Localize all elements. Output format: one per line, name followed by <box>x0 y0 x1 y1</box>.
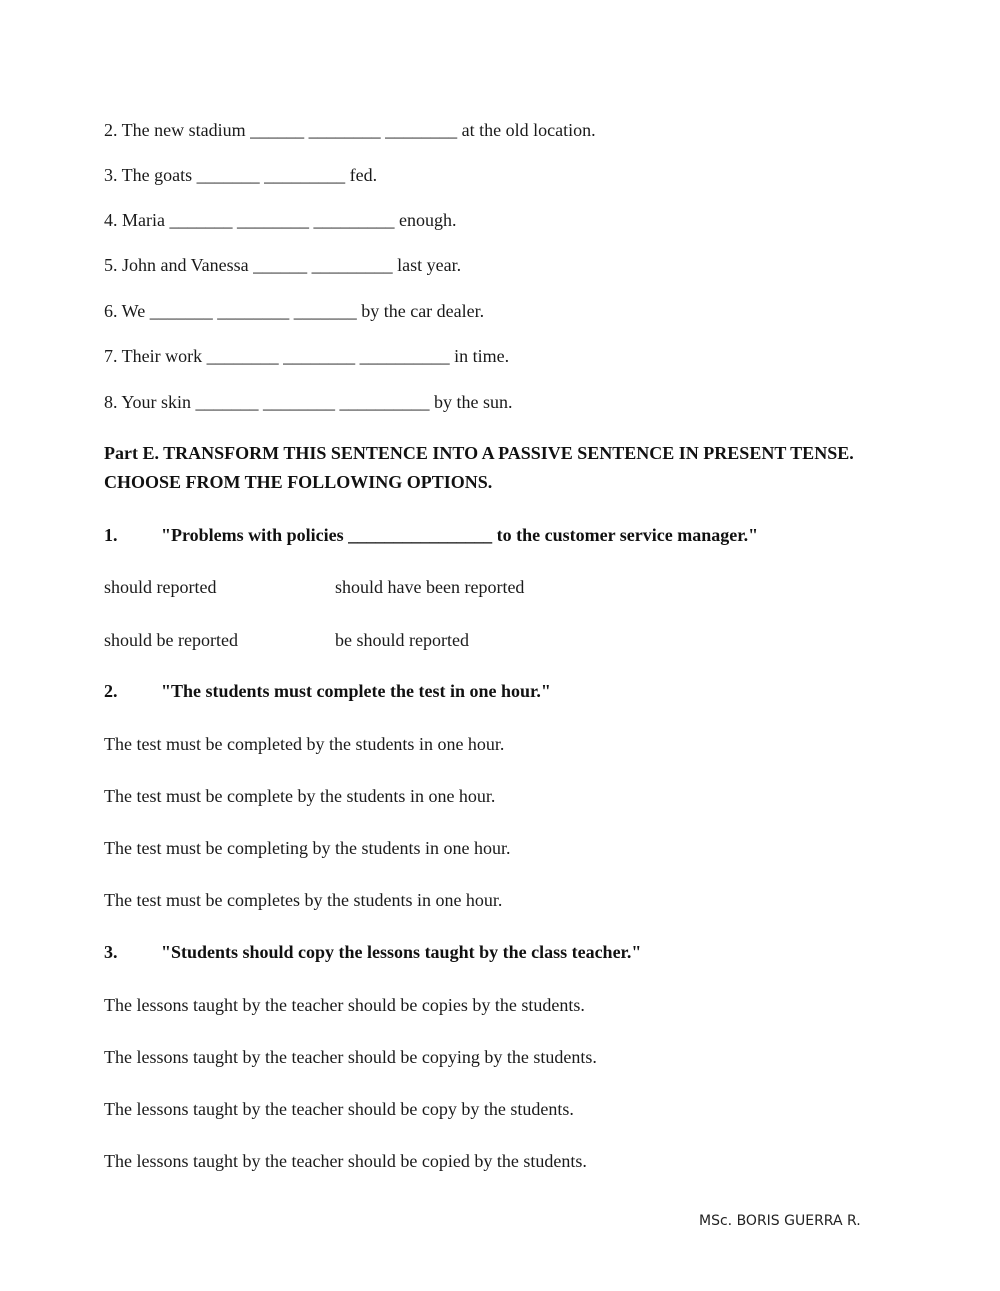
fill-item-7: 7. Their work ________ ________ __________ in time. <box>104 346 510 366</box>
part-e-heading-line2: CHOOSE FROM THE FOLLOWING OPTIONS. <box>104 472 493 492</box>
fill-item-6: 6. We _______ ________ _______ by the car dealer. <box>104 301 485 321</box>
q2-option-c[interactable]: The test must be completing by the students in one hour. <box>104 838 511 858</box>
question-prompt: "Students should copy the lessons taught by the class teacher." <box>161 942 642 962</box>
part-e-heading-line1: Part E. TRANSFORM THIS SENTENCE INTO A PASSIVE SENTENCE IN PRESENT TENSE. <box>104 443 854 463</box>
q1-option-d[interactable]: be should reported <box>335 630 469 650</box>
question-prompt: "Problems with policies ________________ to the customer service manager." <box>161 525 759 545</box>
question-number: 2. <box>104 681 118 701</box>
footer-author: MSc. BORIS GUERRA R. <box>699 1213 861 1229</box>
q2-option-a[interactable]: The test must be completed by the students in one hour. <box>104 734 505 754</box>
question-2 <box>104 680 551 702</box>
q3-option-a[interactable]: The lessons taught by the teacher should be copies by the students. <box>104 995 585 1015</box>
fill-item-8: 8. Your skin _______ ________ __________ by the sun. <box>104 392 513 412</box>
q2-option-b[interactable]: The test must be complete by the students in one hour. <box>104 786 496 806</box>
question-number: 3. <box>104 942 118 962</box>
fill-item-5: 5. John and Vanessa ______ _________ last year. <box>104 255 462 275</box>
q1-option-c[interactable]: should be reported <box>104 630 238 650</box>
question-prompt: "The students must complete the test in one hour." <box>161 681 551 701</box>
question-number: 1. <box>104 525 118 545</box>
q2-option-d[interactable]: The test must be completes by the students in one hour. <box>104 890 503 910</box>
q1-option-a[interactable]: should reported <box>104 577 217 597</box>
question-3 <box>104 941 641 963</box>
q3-option-b[interactable]: The lessons taught by the teacher should be copying by the students. <box>104 1047 597 1067</box>
fill-item-4: 4. Maria _______ ________ _________ enough. <box>104 210 457 230</box>
q3-option-d[interactable]: The lessons taught by the teacher should be copied by the students. <box>104 1151 587 1171</box>
q3-option-c[interactable]: The lessons taught by the teacher should be copy by the students. <box>104 1099 574 1119</box>
q1-option-b[interactable]: should have been reported <box>335 577 525 597</box>
question-1 <box>104 524 758 546</box>
fill-item-2: 2. The new stadium ______ ________ ________ at the old location. <box>104 120 596 140</box>
fill-item-3: 3. The goats _______ _________ fed. <box>104 165 378 185</box>
